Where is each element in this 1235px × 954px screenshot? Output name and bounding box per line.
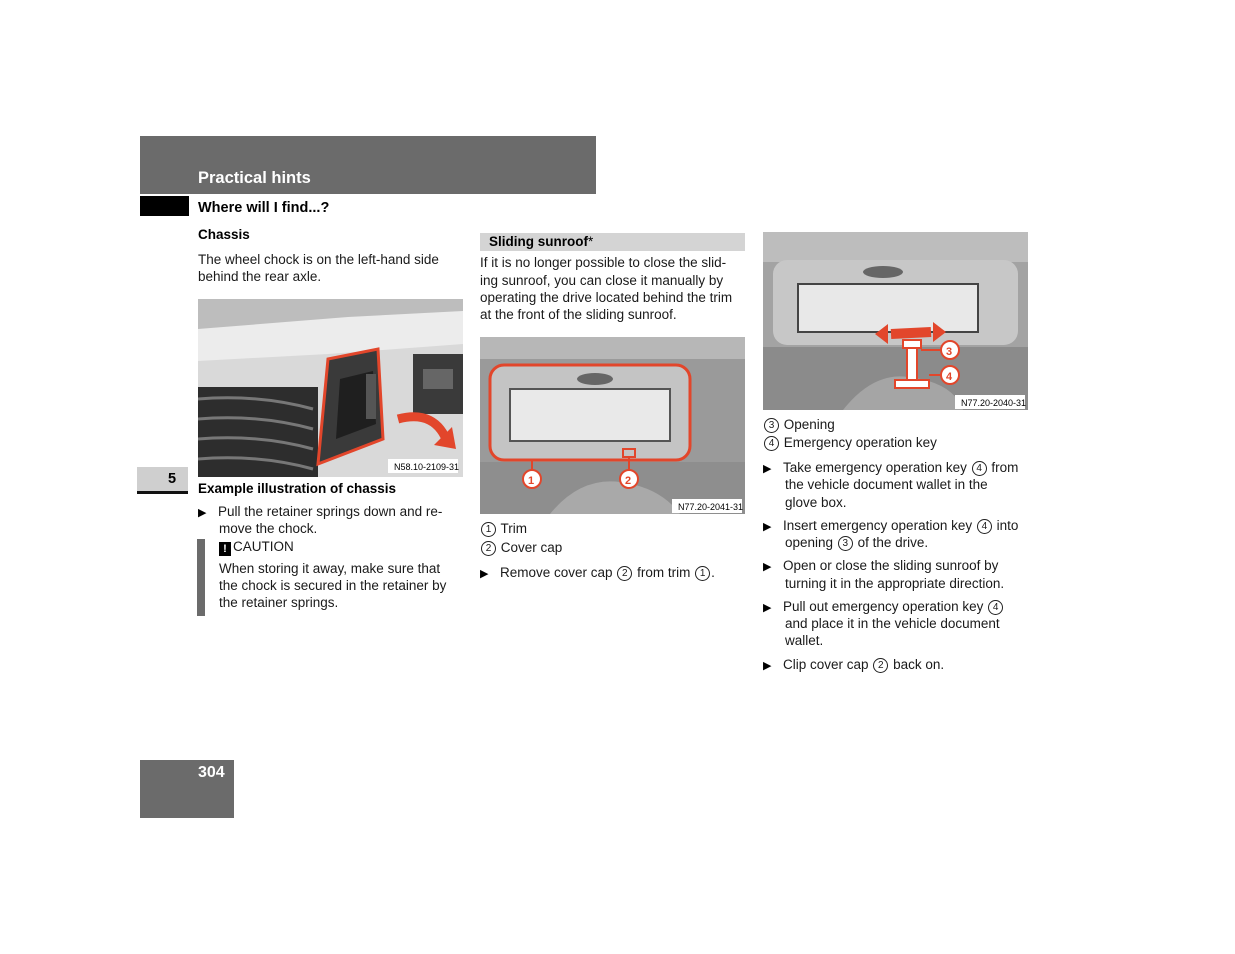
step-remove-cover-cap: ▶ Remove cover cap 2 from trim 1 . bbox=[480, 564, 715, 584]
emergency-key-image-code: N77.20-2040-31 bbox=[961, 398, 1027, 408]
step-insert-key: ▶ Insert emergency operation key 4 into bbox=[763, 517, 1018, 537]
sunroof-intro-line-2: ing sunroof, you can close it manually by bbox=[480, 273, 724, 288]
bullet-arrow-icon: ▶ bbox=[763, 521, 772, 533]
bullet-arrow-icon: ▶ bbox=[763, 602, 772, 614]
sunroof-intro-line-4: at the front of the sliding sunroof. bbox=[480, 307, 677, 322]
sunroof-intro-line-3: operating the drive located behind the trim bbox=[480, 290, 733, 305]
bullet-arrow-icon: ▶ bbox=[480, 568, 489, 580]
bullet-arrow-icon: ▶ bbox=[763, 463, 772, 475]
step-pull-retainer: ▶ Pull the retainer springs down and re- bbox=[198, 503, 442, 523]
bullet-arrow-icon: ▶ bbox=[763, 561, 772, 573]
step-insert-key-line-2: opening 3 of the drive. bbox=[785, 535, 929, 550]
chassis-illustration bbox=[198, 299, 463, 477]
step-open-close-line-2: turning it in the appropriate direction. bbox=[785, 576, 1005, 591]
page-number: 304 bbox=[198, 764, 225, 781]
legend-cover-cap: 2 Cover cap bbox=[480, 539, 562, 557]
chassis-image-code: N58.10-2109-31 bbox=[394, 462, 460, 472]
step-take-key-line-3: glove box. bbox=[785, 495, 847, 510]
step-open-close: ▶ Open or close the sliding sunroof by bbox=[763, 557, 998, 577]
sunroof-trim-image-code: N77.20-2041-31 bbox=[678, 502, 744, 512]
legend-opening: 3 Opening bbox=[763, 416, 835, 434]
caution-text-line-1: When storing it away, make sure that bbox=[219, 561, 441, 576]
chassis-intro-line-2: behind the rear axle. bbox=[198, 269, 322, 284]
step-pull-out-key-line-3: wallet. bbox=[785, 633, 824, 648]
warning-icon: ! bbox=[219, 542, 231, 556]
step-pull-out-key-line-2: and place it in the vehicle document bbox=[785, 616, 1000, 631]
step-pull-out-key: ▶ Pull out emergency operation key 4 bbox=[763, 598, 1004, 618]
sunroof-heading: Sliding sunroof* bbox=[489, 234, 594, 249]
legend-trim: 1 Trim bbox=[480, 520, 527, 538]
chassis-caption: Example illustration of chassis bbox=[198, 481, 397, 496]
caution-text-line-2: the chock is secured in the retainer by bbox=[219, 578, 447, 593]
emergency-key-illustration bbox=[763, 232, 1028, 410]
caution-bar bbox=[197, 539, 205, 616]
callout-1: 1 bbox=[528, 475, 535, 487]
callout-4: 4 bbox=[946, 371, 953, 383]
bullet-arrow-icon: ▶ bbox=[198, 507, 207, 519]
caution-label: ! CAUTION bbox=[219, 538, 294, 556]
caution-text-line-3: the retainer springs. bbox=[219, 595, 339, 610]
sunroof-intro-line-1: If it is no longer possible to close the slid- bbox=[480, 255, 727, 270]
sunroof-trim-illustration bbox=[480, 337, 745, 514]
chapter-number: 5 bbox=[168, 471, 177, 487]
subsection-title: Where will I find...? bbox=[198, 200, 330, 216]
callout-3: 3 bbox=[946, 346, 953, 358]
step-pull-retainer-line-2: move the chock. bbox=[219, 521, 318, 536]
step-take-key-line-2: the vehicle document wallet in the bbox=[785, 477, 988, 492]
legend-emergency-key: 4 Emergency operation key bbox=[763, 434, 937, 452]
step-clip-cover: ▶ Clip cover cap 2 back on. bbox=[763, 656, 944, 676]
chassis-intro-line-1: The wheel chock is on the left-hand side bbox=[198, 252, 439, 267]
step-take-key: ▶ Take emergency operation key 4 from bbox=[763, 459, 1018, 479]
chapter-tab bbox=[137, 467, 188, 494]
chassis-heading: Chassis bbox=[198, 227, 250, 242]
section-title: Practical hints bbox=[198, 169, 311, 187]
callout-2: 2 bbox=[625, 475, 632, 487]
bullet-arrow-icon: ▶ bbox=[763, 660, 772, 672]
subsection-marker bbox=[140, 196, 189, 216]
